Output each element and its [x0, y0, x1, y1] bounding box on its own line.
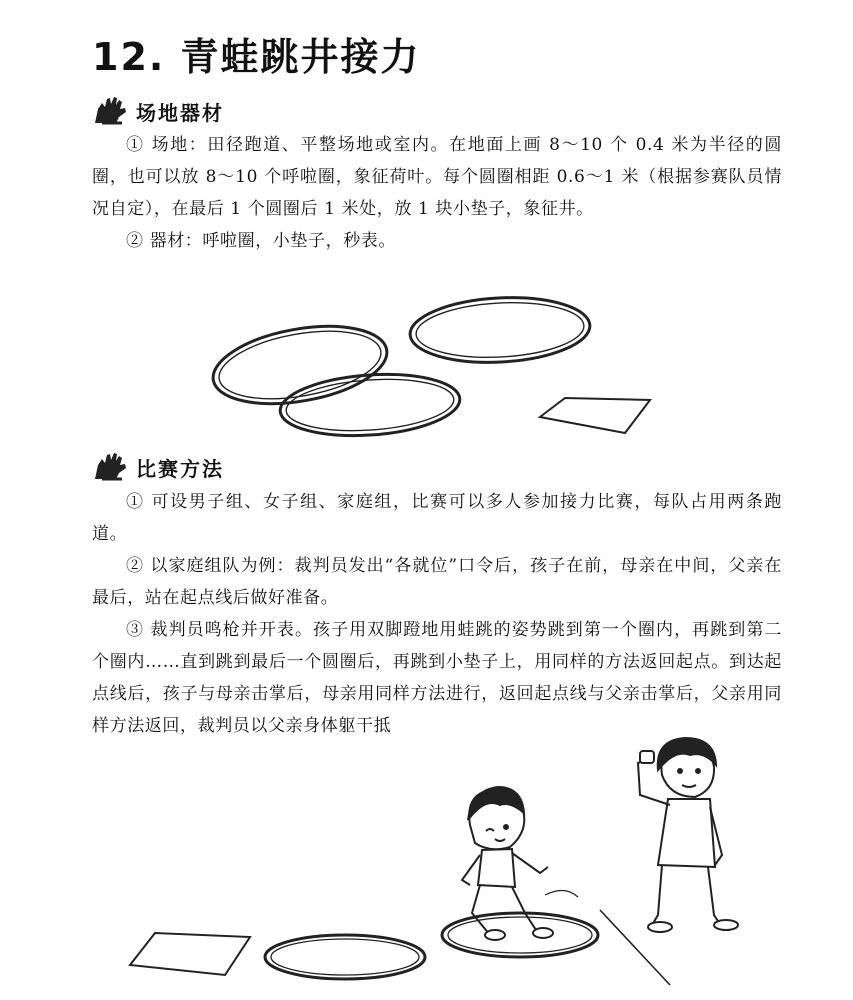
paragraph: ③ 裁判员鸣枪并开表。孩子用双脚蹬地用蛙跳的姿势跳到第一个圈内，再跳到第二个圈内……直到跳到最后一个圆圈后，再跳到小垫子上，用同样的方法返回起点。到达起点线后，孩子与母亲击掌后，母亲用同样方法进行，返回起点线与父亲击掌后，父亲用同样方法返回，裁判员以父亲身体躯干抵 — [92, 620, 782, 736]
hand-pointing-icon — [92, 451, 130, 483]
paragraph: ① 可设男子组、女子组、家庭组，比赛可以多人参加接力比赛，每队占用两条跑道。 — [92, 492, 782, 544]
section-heading: 比赛方法 — [136, 456, 224, 481]
section-body-venue — [92, 129, 782, 257]
section-heading: 场地器材 — [136, 100, 224, 125]
section-header-venue — [92, 95, 224, 127]
relay-illustration — [110, 735, 750, 990]
paragraph: ① 场地：田径跑道、平整场地或室内。在地面上画 8～10 个 0.4 米为半径的圆圈，也可以放 8～10 个呼啦圈，象征荷叶。每个圆圈相距 0.6～1 米（根据参赛队员情况自定），在最后 1 个圆圈后 1 米处，放 1 块小垫子，象征井。 — [92, 135, 782, 219]
hand-pointing-icon — [92, 95, 130, 127]
hoops-illustration — [200, 290, 670, 450]
section-header-method — [92, 451, 224, 483]
section-body-method — [92, 486, 782, 742]
father-figure — [638, 738, 738, 932]
page-title: 12. 青蛙跳井接力 — [92, 35, 421, 79]
paragraph: ② 以家庭组队为例：裁判员发出“各就位”口令后，孩子在前，母亲在中间，父亲在最后，站在起点线后做好准备。 — [92, 556, 782, 608]
paragraph: ② 器材：呼啦圈，小垫子，秒表。 — [126, 231, 397, 251]
